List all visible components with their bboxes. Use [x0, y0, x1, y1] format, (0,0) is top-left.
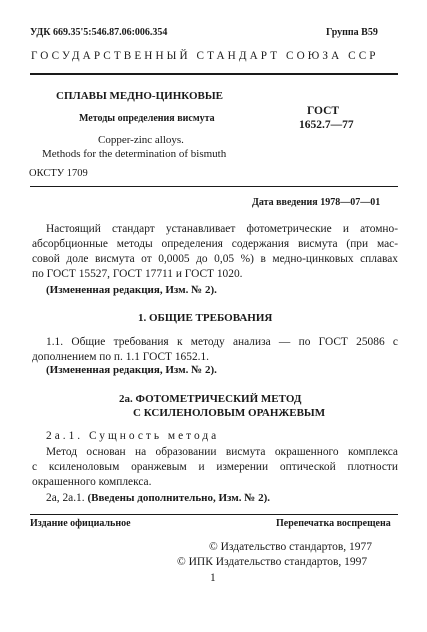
section-2a-subheading: 2а.1. Сущность метода — [46, 430, 220, 442]
intro-line: абсорбционные методы определения содержания висмута (при мас- — [32, 238, 398, 250]
udk-code: УДК 669.35'5:546.87.06:006.354 — [30, 27, 168, 38]
section-2a-note — [46, 492, 270, 504]
intro-amendment: (Измененная редакция, Изм. № 2). — [46, 284, 217, 296]
section-1-line: 1.1. Общие требования к методу анализа — по ГОСТ 25086 с — [46, 336, 398, 348]
title-ru-main: СПЛАВЫ МЕДНО-ЦИНКОВЫЕ — [56, 90, 223, 102]
title-en-2: Methods for the determination of bismuth — [42, 148, 227, 160]
section-2a-note-text: (Введены дополнительно, Изм. № 2). — [87, 492, 271, 504]
copyright-1977: © Издательство стандартов, 1977 — [209, 541, 373, 553]
official-edition: Издание официальное — [30, 518, 131, 529]
intro-line: по ГОСТ 15527, ГОСТ 17711 и ГОСТ 1020. — [32, 268, 243, 280]
intro-paragraph — [32, 222, 398, 282]
gost-label: ГОСТ — [307, 105, 340, 117]
section-2a-line: Метод основан на образовании висмута окрашенного комплекса — [46, 446, 398, 458]
section-2a-heading-2: С КСИЛЕНОЛОВЫМ ОРАНЖЕВЫМ — [133, 407, 326, 419]
section-2a-line: окрашенного комплекса. — [32, 476, 152, 488]
effective-date: Дата введения 1978—07—01 — [252, 197, 381, 208]
page-number: 1 — [210, 572, 216, 584]
intro-line: совой доле висмута от 0,0005 до 0,05 %) в медно-цинковых сплавах — [32, 253, 398, 265]
section-1-paragraph — [32, 335, 398, 365]
organization-title: ГОСУДАРСТВЕННЫЙ СТАНДАРТ СОЮЗА ССР — [31, 50, 379, 62]
title-ru-sub: Методы определения висмута — [79, 113, 215, 124]
title-rule — [30, 186, 398, 187]
copyright-1997: © ИПК Издательство стандартов, 1997 — [177, 556, 368, 568]
footer-rule — [30, 514, 398, 515]
section-1-heading: 1. ОБЩИЕ ТРЕБОВАНИЯ — [138, 312, 273, 324]
section-1-amendment: (Измененная редакция, Изм. № 2). — [46, 364, 217, 376]
section-2a-heading-1: 2а. ФОТОМЕТРИЧЕСКИЙ МЕТОД — [119, 393, 302, 405]
intro-line: Настоящий стандарт устанавливает фотометрические и атомно- — [46, 223, 398, 235]
section-1-line: дополнением по п. 1.1 ГОСТ 1652.1. — [32, 351, 210, 363]
header-rule — [30, 73, 398, 75]
okstu-code: ОКСТУ 1709 — [29, 168, 88, 179]
gost-number: 1652.7—77 — [299, 119, 354, 131]
reprint-prohibited: Перепечатка воспрещена — [276, 518, 391, 529]
section-2a-line: с ксиленоловым оранжевым и измерении оптической плотности — [32, 461, 398, 473]
group-code: Группа В59 — [326, 27, 378, 38]
title-en-1: Copper-zinc alloys. — [98, 134, 184, 146]
section-2a-note-prefix: 2а, 2а.1. — [46, 492, 85, 504]
section-2a-paragraph — [32, 445, 398, 490]
